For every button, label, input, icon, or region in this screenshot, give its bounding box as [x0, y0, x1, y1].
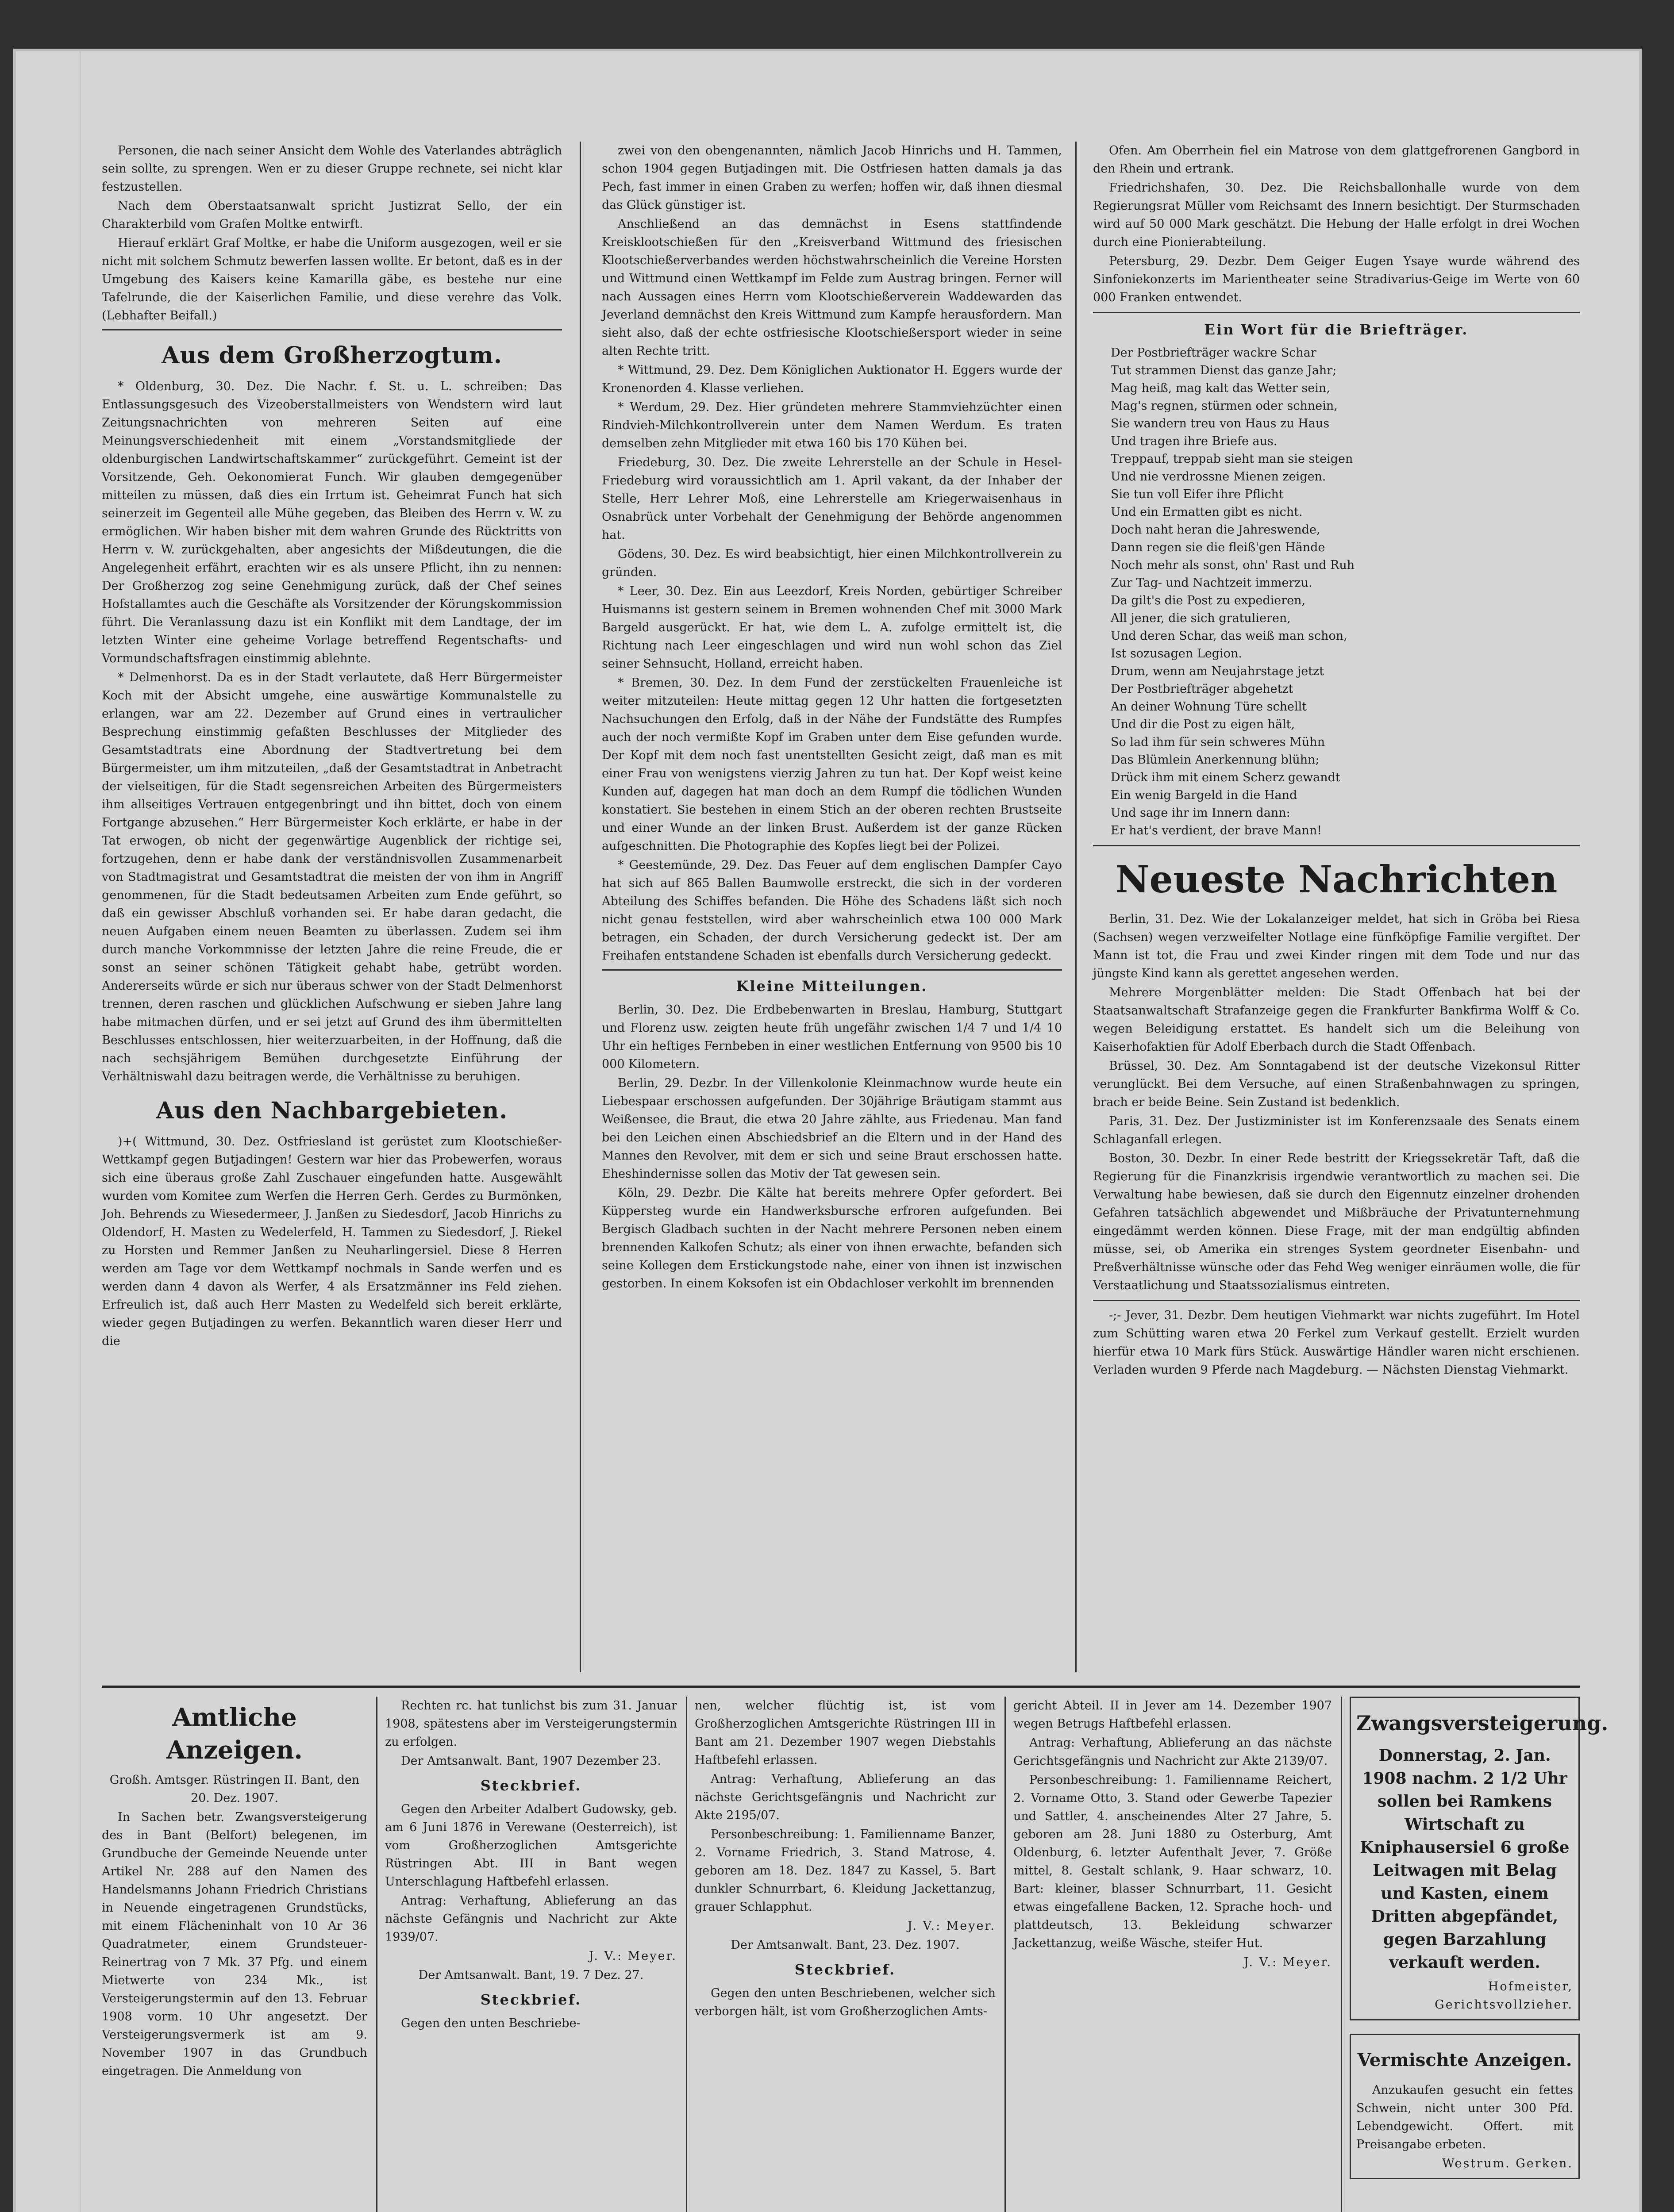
- poem-line: All jener, die sich gratulieren,: [1111, 611, 1291, 625]
- ad-text: Personbeschreibung: 1. Familienname Banzer, 2. Vorname Friedrich, 3. Stand Matrose, 4. geboren am 18. Dez. 1847 zu Kassel, 5. Bart dunkler Schnurrbart, 6. Kleidung Jackettanzug, grauer Schlapphut.: [695, 1828, 996, 1914]
- article: * Delmenhorst. Da es in der Stadt verlautete, daß Herr Bürgermeister Koch mit der Absicht umgehe, eine auswärtige Kommunalstelle zu erlangen, war am 22. Dezember auf Grund eines in vertraulicher Besprechung einstimmig gefaßten Beschlusses der Mitglieder des Gesamtstadtrats eine Abordnung der Stadtvertretung bei dem Bürgermeister, um ihm mitzuteilen, „daß der Gesamtstadtrat in Anbetracht der vielseitigen, für die Stadt segensreichen Arbeiten des Bürgermeisters ihm allseitiges Vertrauen entgegenbringt und ihn bittet, doch von einem Fortgange abzusehen.“ Herr Bürgermeister Koch erklärte, er habe in der Tat erwogen, ob nicht der gegenwärtige Augenblick der richtige sei, fortzugehen, denn er habe dank der verständnisvollen Zusammenarbeit von Stadtmagistrat und Gesamtstadtrat die meisten der von ihm in Angriff genommenen, für die Stadt bedeutsamen Arbeiten zum Ende geführt, so daß ein gewisser Abschluß vorhanden sei. Er habe daran gedacht, die neuen Aufgaben einem neuen Beamten zu überlassen. Zudem sei ihm durch manche Vorkommnisse der letzten Jahre die reine Freude, die er sonst an seiner schönen Tätigkeit gehabt habe, getrübt worden. Andererseits würde er sich nur überaus schwer von der Stadt Delmenhorst trennen, deren raschen und glücklichen Aufschwung er sieben Jahre lang habe mitmachen dürfen, und er sei jetzt auf Grund des ihm übermittelten Beschlusses entschlossen, hier weiterzuarbeiten, in der Hoffnung, daß die nach sechsjährigem Bemühen durchgesetzte Einführung der Verhältniswahl dazu beitragen werde, die Verhältnisse zu beruhigen.: [102, 671, 562, 1083]
- poem-line: Tut strammen Dienst das ganze Jahr;: [1111, 364, 1337, 377]
- poem-line: Ist sozusagen Legion.: [1111, 647, 1242, 661]
- poem-line: Das Blümlein Anerkennung blühn;: [1111, 753, 1320, 767]
- divider: [1093, 1300, 1580, 1301]
- section-heading: Neueste Nachrichten: [1115, 857, 1558, 901]
- poem-line: Und dir die Post zu eigen hält,: [1111, 718, 1295, 731]
- poem-line: Und nie verdrossne Mienen zeigen.: [1111, 470, 1326, 484]
- poem-line: Und tragen ihre Briefe aus.: [1111, 434, 1278, 448]
- poem-line: Da gilt's die Post zu expedieren,: [1111, 594, 1306, 607]
- ad-warrant-3: [1013, 1697, 1332, 2212]
- column-3: [1093, 142, 1580, 1677]
- column-rule: [686, 1697, 687, 2212]
- poem-line: Dann regen sie die fleiß'gen Hände: [1111, 541, 1325, 554]
- ad-official: [102, 1697, 367, 2212]
- article: -;- Jever, 31. Dezbr. Dem heutigen Viehmarkt war nichts zugeführt. Im Hotel zum Schütting waren etwa 20 Ferkel zum Verkauf gestellt. Erzielt wurden hierfür etwa 10 Mark fürs Stück. Auswärtige Händler waren nicht erschienen. Verladen wurden 9 Pferde nach Magdeburg. — Nächsten Dienstag Viehmarkt.: [1093, 1309, 1580, 1377]
- poem-line: Zur Tag- und Nachtzeit immerzu.: [1111, 576, 1312, 590]
- article: Gödens, 30. Dez. Es wird beabsichtigt, hier einen Milchkontrollverein zu gründen.: [602, 547, 1062, 579]
- section-heading: Aus den Nachbargebieten.: [156, 1097, 508, 1124]
- section-heading: Aus dem Großherzogtum.: [162, 342, 502, 369]
- page-content: [102, 93, 1609, 2212]
- fold-line: [80, 49, 81, 2212]
- poem-line: Sie wandern treu von Haus zu Haus: [1111, 417, 1330, 430]
- divider: [1093, 312, 1580, 313]
- article: Berlin, 29. Dezbr. In der Villenkolonie Kleinmachnow wurde heute ein Liebespaar erschossen aufgefunden. Der 30jährige Bräutigam stammt aus Weißensee, die Braut, die etwa 20 Jahre zählte, aus Friedenau. Man fand bei den Leichen einen Abschiedsbrief an die Eltern und in der Hand des Mannes den Revolver, mit dem er sich und seine Braut erschossen hatte. Eheshindernisse sollen das Motiv der Tat gewesen sein.: [602, 1076, 1062, 1181]
- article: * Werdum, 29. Dez. Hier gründeten mehrere Stammviehzüchter einen Rindvieh-Milchkontrollverein unter dem Namen Werdum. Es traten demselben zehn Mitglieder mit etwa 160 bis 170 Kühen bei.: [602, 400, 1062, 450]
- ad-subheading: Steckbrief.: [794, 1961, 896, 1978]
- ad-text: Gegen den unten Beschriebenen, welcher sich verborgen hält, ist vom Großherzoglichen Amts-: [695, 1986, 996, 2018]
- ad-heading: Zwangsversteigerung.: [1356, 1711, 1609, 1735]
- article: Ofen. Am Oberrhein fiel ein Matrose von dem glattgefrorenen Gangbord in den Rhein und ertrank.: [1093, 144, 1580, 176]
- ad-heading: Amtliche Anzeigen.: [166, 1703, 303, 1765]
- ad-signature: Westrum. Gerken.: [1442, 2157, 1573, 2170]
- section-heading: Kleine Mitteilungen.: [736, 978, 928, 995]
- poem-line: Drück ihm mit einem Scherz gewandt: [1111, 771, 1340, 784]
- column-rule: [1341, 1697, 1342, 2212]
- column-rule: [376, 1697, 377, 2212]
- poem-line: Drum, wenn am Neujahrstage jetzt: [1111, 664, 1324, 678]
- ad-text: nen, welcher flüchtig ist, ist vom Großherzoglichen Amtsgerichte Rüstringen III in Bant am 21. Dezember 1907 wegen Diebstahls Haftbefehl erlassen.: [695, 1699, 996, 1767]
- article: * Oldenburg, 30. Dez. Die Nachr. f. St. u. L. schreiben: Das Entlassungsgesuch des Vizeoberstallmeisters von Wendstern wird laut Zeitungsnachrichten von mehreren Seiten auf eine Meinungsverschiedenheit mit einem „Vorstandsmitgliede der oldenburgischen Landwirtschaftskammer“ zurückgeführt. Gemeint ist der Vorsitzende, Geh. Oekonomierat Funch. Wir glauben demgegenüber mitteilen zu müssen, daß dies ein Irrtum ist. Geheimrat Funch hat sich seinerzeit im Gegenteil alle Mühe gegeben, das Bleiben des Herrn v. W. zu ermöglichen. Wir haben bisher mit dem wahren Grunde des Rücktritts von Herrn v. W. zurückgehalten, aber angesichts der Mißdeutungen, die die Angelegenheit erfährt, erachten wir es als unsere Pflicht, ihn zu nennen: Der Großherzog zog seine Genehmigung zurück, daß der Chef seines Hofstallamtes auch die Geschäfte als Vorsitzender der Körungskommission führt. Die Veranlassung dazu ist ein Konflikt mit dem Landtage, der im letzten Winter eine geheime Vorlage betreffend Regentschafts- und Vormundschaftsfragen einstimmig ablehnte.: [102, 380, 562, 665]
- poem-line: Sie tun voll Eifer ihre Pflicht: [1111, 488, 1284, 501]
- ad-signature: J. V.: Meyer.: [1243, 1955, 1332, 1969]
- article: )+( Wittmund, 30. Dez. Ostfriesland ist gerüstet zum Klootschießer-Wettkampf gegen Butjadingen! Gestern war hier das Probewerfen, woraus sich eine überaus große Zahl Zuschauer eingefunden hatte. Ausgewählt wurden vom Komitee zum Werfen die Herren Gerh. Gerdes zu Burmönken, Joh. Behrends zu Wiesedermeer, J. Janßen zu Siedesdorf, Jacob Hinrichs zu Oldendorf, H. Masten zu Wedelerfeld, H. Tammen zu Siedesdorf, J. Riekel zu Horsten und Remmer Janßen zu Neuharlingersiel. Diese 8 Herren werden am Tage vor dem Wettkampf nochmals in Sande werfen und es werden dann 4 davon als Werfer, 4 als Ersatzmänner ins Feld ziehen. Erfreulich ist, daß auch Herr Masten zu Wedelfeld sich bereit erklärte, wieder gegen Butjadingen zu werfen. Bekanntlich waren dieser Herr und die: [102, 1135, 562, 1348]
- poem-line: Noch mehr als sonst, ohn' Rast und Ruh: [1111, 558, 1355, 572]
- article: Friedeburg, 30. Dez. Die zweite Lehrerstelle an der Schule in Hesel-Friedeburg wird voraussichtlich am 1. April vakant, da der Inhaber der Stelle, Herr Lehrer Moß, eine Lehrerstelle am Kriegerwaisenhaus in Osnabrück unter Vorbehalt der Genehmigung der Behörde angenommen hat.: [602, 456, 1062, 542]
- ad-text: Anzukaufen gesucht ein fettes Schwein, nicht unter 300 Pfd. Lebendgewicht. Offert. mit Preisangabe erbeten.: [1356, 2083, 1573, 2151]
- article: Anschließend an das demnächst in Esens stattfindende Kreisklootschießen für den „Kreisverband Wittmund des friesischen Klootschießerverbandes werden höchstwahrscheinlich die Vereine Horsten und Wittmund einen Wettkampf im Felde zum Austrag bringen. Ferner will nach Aussagen eines Herrn vom Klootschießerverein Waddewarden das Jeverland demnächst den Kreis Wittmund zum Kampfe herausfordern. Man sieht also, daß der echte ostfriesische Klootschießersport wieder in seine alten Rechte tritt.: [602, 217, 1062, 358]
- ad-subheading: Steckbrief.: [480, 1991, 582, 2008]
- ad-warrant-2: [695, 1697, 996, 2212]
- article: Petersburg, 29. Dezbr. Dem Geiger Eugen Ysaye wurde während des Sinfoniekonzerts im Marientheater seine Stradivarius-Geige im Werte von 60 000 Franken entwendet.: [1093, 254, 1580, 304]
- article: Mehrere Morgenblätter melden: Die Stadt Offenbach hat bei der Staatsanwaltschaft Strafanzeige gegen die Frankfurter Bankfirma Wolff & Co. wegen Beleidigung erstattet. Es handelt sich um die Beleihung von Kaiserhofaktien für Adolf Eberbach durch die Stadt Offenbach.: [1093, 986, 1580, 1054]
- column-rule: [580, 142, 581, 1672]
- ad-text: Personbeschreibung: 1. Familienname Reichert, 2. Vorname Otto, 3. Stand oder Gewerbe Tapezier und Sattler, 4. anscheinendes Alter 27 Jahre, 5. geboren am 28. Juni 1880 zu Osterburg, Amt Oldenburg, 6. letzter Aufenthalt Jever, 7. Größe mittel, 8. Gestalt schlank, 9. Haar schwarz, 10. Bart: kleiner, blasser Schnurrbart, 11. Gesicht etwas eingefallene Backen, 12. Sprache hoch- und plattdeutsch, 13. Bekleidung schwarzer Jackettanzug, weiße Wäsche, steifer Hut.: [1013, 1773, 1332, 1950]
- poem-line: Der Postbriefträger wackre Schar: [1111, 346, 1316, 360]
- ad-signature: J. V.: Meyer.: [907, 1919, 996, 1933]
- article: zwei von den obengenannten, nämlich Jacob Hinrichs und H. Tammen, schon 1904 gegen Butjadingen mit. Die Ostfriesen hatten damals ja das Pech, fast immer in einen Graben zu werfen; hoffen wir, daß ihnen diesmal das Glück günstiger ist.: [602, 144, 1062, 212]
- article: * Bremen, 30. Dez. In dem Fund der zerstückelten Frauenleiche ist weiter mitzuteilen: Heute mittag gegen 12 Uhr hatten die fortgesetzten Nachsuchungen den Erfolg, daß in der Nähe der Fundstätte des Rumpfes auch der noch vermißte Kopf im Graben unter dem Eise gefunden wurde. Der Kopf mit dem noch fast unentstellten Gesicht zeigt, daß man es mit einer Frau von wenigstens vierzig Jahren zu tun hat. Der Kopf weist keine Kunden auf, dagegen hat man doch an dem Rumpf die tödlichen Wunden konstatiert. Sie bestehen in einem Stich an der oberen rechten Brustseite und einer Wunde an der linken Brust. Außerdem ist der ganze Rücken aufgeschnitten. Die Photographie des Kopfes liegt bei der Polizei.: [602, 676, 1062, 853]
- poem-line: So lad ihm für sein schweres Mühn: [1111, 735, 1325, 749]
- article: Paris, 31. Dez. Der Justizminister ist im Konferenzsaale des Senats einem Schlaganfall erlegen.: [1093, 1114, 1580, 1146]
- poem: [1093, 344, 1580, 840]
- article: Boston, 30. Dezbr. In einer Rede bestritt der Kriegssekretär Taft, daß die Regierung für die Finanzkrisis irgendwie verantwortlich zu machen sei. Die Verwaltung habe bewiesen, daß sie durch den Eigennutz einzelner drohenden Gefahren tatsächlich abgewendet und Mißbräuche der Privatunternehmung eingedämmt werden können. Diese Frage, mit der man endgültig abfinden müsse, sei, ob Amerika ein strenges System geordneter Eisenbahn- und Preßverhältnisse wünsche oder das Fehd Weg weniger einräumen wolle, die für Verstaatlichung und Staatssozialismus eintreten.: [1093, 1152, 1580, 1292]
- ad-signature: Hofmeister, Gerichtsvollzieher.: [1435, 1980, 1573, 2012]
- ad-warrant-1: [385, 1697, 677, 2212]
- ad-text: Der Amtsanwalt. Bant, 1907 Dezember 23.: [400, 1754, 662, 1768]
- poem-title: Ein Wort für die Briefträger.: [1204, 321, 1469, 338]
- divider: [602, 969, 1062, 971]
- column-rule: [1004, 1697, 1006, 2212]
- misc-box: [1350, 2034, 1580, 2179]
- article: Köln, 29. Dezbr. Die Kälte hat bereits mehrere Opfer gefordert. Bei Küppersteg wurde ein Handwerksbursche erfroren aufgefunden. Bei Bergisch Gladbach suchten in der Nacht mehrere Personen neben einem brennenden Kalkofen Schutz; als einer von ihnen erwachte, befanden sich seine Kollegen dem Erstickungstode nahe, einer von ihnen ist inzwischen gestorben. In einem Koksofen ist ein Obdachloser verkohlt im brennenden: [602, 1186, 1062, 1290]
- article: Berlin, 31. Dez. Wie der Lokalanzeiger meldet, hat sich in Gröba bei Riesa (Sachsen) wegen verzweifelter Notlage eine fünfköpfige Familie vergiftet. Der Mann ist tot, die Frau und zwei Kinder ringen mit dem Tode und nur das jüngste Kind kann als gerettet angesehen werden.: [1093, 912, 1580, 980]
- poem-line: Und ein Ermatten gibt es nicht.: [1111, 505, 1303, 519]
- divider: [102, 329, 562, 330]
- ad-text: In Sachen betr. Zwangsversteigerung des in Bant (Belfort) belegenen, im Grundbuche der Gemeinde Neuende unter Artikel Nr. 288 auf den Namen des Handelsmanns Johann Friedrich Christians in Neuende eingetragenen Grundstücks, mit einem Flächeninhalt von 10 Ar 36 Quadratmeter, einem Grundsteuer-Reinertrag von 7 Mk. 37 Pfg. und einem Mietwerte von 234 Mk., ist Versteigerungstermin auf den 13. Februar 1908 vorm. 10 Uhr angesetzt. Der Versteigerungsvermerk ist am 9. November 1907 in das Grundbuch eingetragen. Die Anmeldung von: [102, 1810, 367, 2078]
- ad-text: Rechten rc. hat tunlichst bis zum 31. Januar 1908, spätestens aber im Versteigerungstermin zu erfolgen.: [385, 1699, 677, 1749]
- ad-text: Gegen den unten Beschriebe-: [401, 2016, 581, 2030]
- article: * Leer, 30. Dez. Ein aus Leezdorf, Kreis Norden, gebürtiger Schreiber Huismanns ist gestern seinem in Bremen wohnenden Chef mit 3000 Mark Bargeld ausgerückt. Er hat, wie dem L. A. zufolge ermittelt ist, die Richtung nach Leer eingeschlagen und wird nun wohl schon das Ziel seiner Sehnsucht, Holland, erreicht haben.: [602, 584, 1062, 671]
- ad-text: Gegen den Arbeiter Adalbert Gudowsky, geb. am 6 Juni 1876 in Verewane (Oesterreich), ist vom Großherzoglichen Amtsgerichte Rüstringen Abt. III in Bant wegen Unterschlagung Haftbefehl erlassen.: [385, 1802, 677, 1889]
- poem-line: Treppauf, treppab sieht man sie steigen: [1111, 452, 1353, 466]
- column-2: [602, 142, 1062, 1677]
- article: Friedrichshafen, 30. Dez. Die Reichsballonhalle wurde von dem Regierungsrat Müller vom Reichsamt des Innern besichtigt. Der Sturmschaden wird auf 50 000 Mark geschätzt. Die Hebung der Halle erfolgt in drei Wochen durch eine Pionierabteilung.: [1093, 181, 1580, 249]
- ad-subheading: Steckbrief.: [480, 1777, 582, 1794]
- poem-line: Mag's regnen, stürmen oder schnein,: [1111, 399, 1338, 413]
- poem-line: Und sage ihr im Innern dann:: [1111, 806, 1290, 820]
- paragraph: Personen, die nach seiner Ansicht dem Wohle des Vaterlandes abträglich sein sollte, zu sprengen. Wen er zu dieser Gruppe rechnete, sei nicht klar festzustellen.: [102, 144, 562, 194]
- column-1: [102, 142, 562, 1677]
- article: Berlin, 30. Dez. Die Erdbebenwarten in Breslau, Hamburg, Stuttgart und Florenz usw. zeigten heute früh ungefähr zwischen 1/4 7 und 1/4 10 Uhr ein heftiges Fernbeben in einer westlichen Entfernung von 9500 bis 10 000 Kilometern.: [602, 1003, 1062, 1071]
- ad-heading: Vermischte Anzeigen.: [1357, 2050, 1572, 2070]
- ad-text: Großh. Amtsger. Rüstringen II. Bant, den 20. Dez. 1907.: [109, 1773, 360, 1805]
- poem-line: Er hat's verdient, der brave Mann!: [1111, 824, 1322, 837]
- paragraph: Hierauf erklärt Graf Moltke, er habe die Uniform ausgezogen, weil er sie nicht mit solchem Schmutz bewerfen lassen wollte. Er betont, daß es in der Umgebung des Kaisers keine Kamarilla gäbe, es bestehe nur eine Tafelrunde, die der Kaiserlichen Familie, und diese verehre das Volk. (Lebhafter Beifall.): [102, 236, 562, 323]
- auction-box: [1350, 1697, 1609, 2020]
- article: Brüssel, 30. Dez. Am Sonntagabend ist der deutsche Vizekonsul Ritter verunglückt. Bei dem Versuche, auf einen Straßenbahnwagen zu springen, brach er beide Beine. Sein Zustand ist bedenklich.: [1093, 1059, 1580, 1109]
- auction-text: Donnerstag, 2. Jan. 1908 nachm. 2 1/2 Uhr sollen bei Ramkens Wirtschaft zu Kniphausersiel 6 große Leitwagen mit Belag und Kasten, einem Dritten abgepfändet, gegen Barzahlung verkauft werden.: [1360, 1746, 1570, 1972]
- newspaper-sheet: [13, 49, 1642, 2212]
- ad-text: gericht Abteil. II in Jever am 14. Dezember 1907 wegen Betrugs Haftbefehl erlassen.: [1013, 1699, 1332, 1731]
- ad-text: Der Amtsanwalt. Bant, 19. 7 Dez. 27.: [418, 1968, 644, 1982]
- ad-signature: J. V.: Meyer.: [589, 1949, 677, 1963]
- article: * Geestemünde, 29. Dez. Das Feuer auf dem englischen Dampfer Cayo hat sich auf 865 Ballen Baumwolle erstreckt, die sich in der vorderen Abteilung des Schiffes befanden. Die Höhe des Schadens läßt sich noch nicht genau feststellen, wird aber wahrscheinlich etwa 100 000 Mark betragen, ein Schaden, der durch Versicherung gedeckt ist. Der am Freihafen entstandene Schaden ist ebenfalls durch Versicherung gedeckt.: [602, 858, 1062, 963]
- poem-line: Doch naht heran die Jahreswende,: [1111, 523, 1320, 537]
- poem-line: Und deren Schar, das weiß man schon,: [1111, 629, 1347, 643]
- advertisements: [102, 1686, 1609, 2212]
- article: * Wittmund, 29. Dez. Dem Königlichen Auktionator H. Eggers wurde der Kronenorden 4. Klasse verliehen.: [602, 363, 1062, 395]
- ad-text: Antrag: Verhaftung, Ablieferung an das nächste Gerichtsgefängnis und Nachricht zur Akte 2139/07.: [1013, 1736, 1332, 1768]
- poem-line: Ein wenig Bargeld in die Hand: [1111, 788, 1297, 802]
- poem-line: Mag heiß, mag kalt das Wetter sein,: [1111, 381, 1330, 395]
- ad-auction: [1350, 1697, 1609, 2212]
- poem-line: An deiner Wohnung Türe schellt: [1111, 700, 1307, 714]
- ad-text: Antrag: Verhaftung, Ablieferung an das nächste Gerichtsgefängnis und Nachricht zur Akte 2195/07.: [695, 1772, 996, 1822]
- poem-line: Der Postbriefträger abgehetzt: [1111, 682, 1293, 696]
- divider: [1093, 845, 1580, 846]
- paragraph: Nach dem Oberstaatsanwalt spricht Justizrat Sello, der ein Charakterbild vom Grafen Moltke entwirft.: [102, 199, 562, 231]
- column-rule: [1075, 142, 1077, 1672]
- ad-text: Antrag: Verhaftung, Ablieferung an das nächste Gefängnis und Nachricht zur Akte 1939/07.: [385, 1894, 677, 1944]
- ad-text: Der Amtsanwalt. Bant, 23. Dez. 1907.: [731, 1938, 960, 1952]
